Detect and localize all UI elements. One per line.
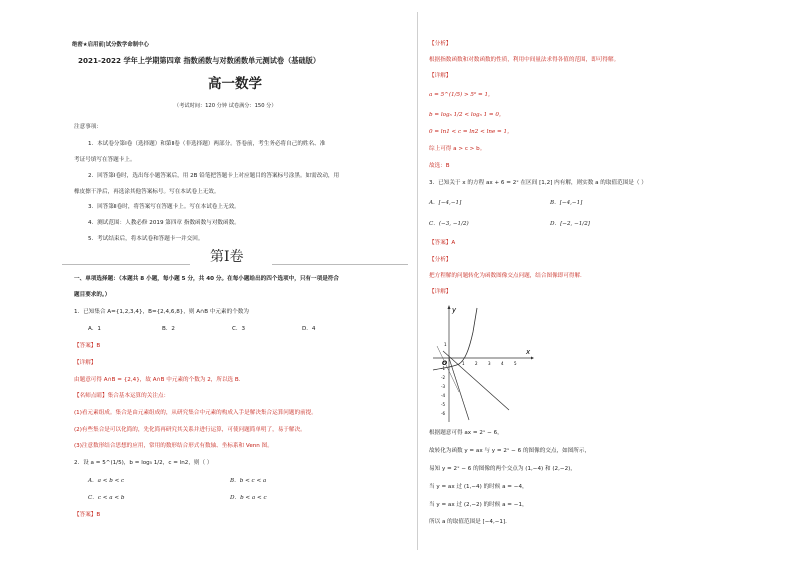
q1-option: A．1	[88, 326, 101, 332]
q1-option: B．2	[162, 326, 175, 332]
notice-line: 考证号填写在答题卡上。	[74, 157, 136, 163]
notice-line: 4．测试范围：人教必修 2019 第四章 指数函数与对数函数。	[88, 220, 240, 226]
y-tick-label: 1	[444, 342, 447, 347]
q3-detail-line: 易知 y = 2ˣ − 6 的图像的两个交点为 (1,−4) 和 (2,−2)，	[429, 466, 576, 472]
y-tick-label: -5	[441, 402, 445, 407]
q3-detail-line: 根据题意可得 ax = 2ˣ − 6，	[429, 430, 503, 436]
x-axis-arrow	[531, 357, 534, 360]
subject-title: 高一数学	[208, 76, 262, 92]
q3-analysis-heading: 【分析】	[429, 257, 452, 263]
notice-heading: 注意事项：	[74, 124, 102, 130]
y-tick-label: -3	[441, 384, 445, 389]
q2-detail-line: a = 5^(1/5) > 5⁰ = 1，	[429, 92, 494, 98]
x-tick-label: 5	[514, 361, 517, 366]
q3-analysis: 把方程解的问题转化为函数图像交点问题，结合图像即可得解.	[429, 273, 582, 279]
q1-note: (1)看元素组成。集合是由元素组成的，从研究集合中元素的构成入手是解决集合运算问题的前提。	[74, 410, 317, 416]
notice-line: 5．考试结束后，将本试卷和答题卡一并交回。	[88, 236, 204, 242]
q1-note: (3)注意数形结合思想的应用，常用的数形结合形式有数轴、坐标系和 Venn 图。	[74, 443, 273, 449]
y-axis-arrow	[448, 305, 451, 309]
x-tick-label: 3	[488, 361, 491, 366]
y-tick-label: -1	[441, 366, 445, 371]
notice-line: 2．回答第Ⅰ卷时，选出每小题答案后，用 2B 铅笔把答题卡上对应题目的答案标号涂黑。如需改动，用	[88, 173, 340, 179]
q3-answer: 【答案】A	[429, 240, 456, 246]
x-tick-label: 2	[475, 361, 478, 366]
exam-title: 2021-2022 学年上学期第四章 指数函数与对数函数单元测试卷（基础版）	[78, 56, 321, 65]
q2-detail-line: b = log₅ 1/2 < log₅ 1 = 0，	[429, 112, 505, 118]
y-tick-label: -6	[441, 411, 445, 416]
q3-option: D．[−2, −1/2]	[550, 221, 590, 227]
q2-answer: 【答案】B	[74, 512, 101, 518]
q2-option: A．a < b < c	[88, 478, 125, 484]
q3-detail-line: 故转化为函数 y = ax 与 y = 2ˣ − 6 的图像的交点，如图所示，	[429, 448, 591, 454]
volume-rule-left	[62, 264, 190, 265]
y-tick-label: -2	[441, 375, 445, 380]
x-tick-label: 4	[501, 361, 504, 366]
q2-detail-line: 0 = ln1 < c = ln2 < lne = 1，	[429, 129, 513, 135]
q2-detail-line: 综上可得 a > c > b。	[429, 146, 486, 152]
q2-option: C．c < a < b	[88, 495, 125, 501]
y-ticks	[441, 342, 447, 416]
question-2: 2．设 a = 5^(1/5)，b = log₅ 1/2，c = ln2，则（ ）	[74, 460, 213, 466]
section-heading: 一、单项选择题：（本题共 8 小题，每小题 5 分，共 40 分。在每小题给出的四个选项中，只有一项是符合	[74, 276, 339, 282]
q3-detail-line: 当 y = ax 过 (2,−2) 的时候 a = −1，	[429, 502, 528, 508]
q3-option: A．[−4,−1]	[429, 200, 462, 206]
y-tick-label: -4	[441, 393, 445, 398]
q2-detail-line: 故选：B	[429, 163, 450, 169]
q2-detail-heading: 【详解】	[429, 73, 452, 79]
q1-detail-heading: 【详解】	[74, 360, 97, 366]
q3-option: C．(−3, −1/2)	[429, 221, 469, 227]
y-axis-label: y	[452, 306, 457, 314]
notice-line: 橡皮擦干净后，再选涂其他答案标号。写在本试卷上无效。	[74, 189, 220, 195]
q3-detail-line: 当 y = ax 过 (1,−4) 的时候 a = −4，	[429, 484, 528, 490]
line-a-minus-1	[443, 351, 509, 410]
q3-option: B．[−4,−1]	[550, 200, 583, 206]
q1-note-heading: 【名师点睛】集合基本运算的关注点：	[74, 393, 170, 399]
q1-answer: 【答案】B	[74, 343, 101, 349]
q3-detail-line: 所以 a 的取值范围是 [−4,−1].	[429, 519, 507, 525]
q2-option: D．b < a < c	[230, 495, 267, 501]
column-divider	[417, 12, 418, 550]
exponential-curve	[433, 308, 477, 370]
x-ticks	[462, 361, 517, 366]
q2-option: B．b < c < a	[230, 478, 267, 484]
q2-analysis: 根据指数函数和对数函数的性质，利用中间量法求得各值的范围，即可得解。	[429, 57, 620, 63]
line-a-minus-4	[449, 358, 469, 420]
q1-option: C．3	[232, 326, 246, 332]
q3-detail-heading: 【详解】	[429, 289, 452, 295]
function-graph	[431, 302, 535, 424]
x-axis-label: x	[526, 348, 531, 356]
volume-rule-right	[272, 264, 408, 265]
exam-info: （考试时间：120 分钟 试卷满分：150 分）	[174, 103, 277, 109]
origin-label: O	[442, 360, 448, 367]
notice-line: 3．回答第Ⅱ卷时，将答案写在答题卡上。写在本试卷上无效。	[88, 204, 240, 210]
question-1: 1．已知集合 A={1,2,3,4}，B={2,4,6,8}，则 A∩B 中元素的个数为	[74, 309, 249, 315]
q2-analysis-heading: 【分析】	[429, 41, 452, 47]
section-heading-cont: 题目要求的。）	[74, 292, 111, 298]
x-tick-label: 1	[462, 361, 465, 366]
secret-label: 绝密★启用前|试分数学命制中心	[72, 42, 149, 48]
q1-option: D．4	[302, 326, 316, 332]
volume-title: 第Ⅰ卷	[210, 249, 244, 265]
q1-detail: 由题意可得 A∩B = {2,4}，故 A∩B 中元素的个数为 2，所以选 B.	[74, 377, 241, 383]
q1-note: (2)有些集合是可以化简的，先化简再研究其关系并进行运算，可使问题简单明了，易于解决。	[74, 427, 306, 433]
notice-line: 1．本试卷分第Ⅰ卷（选择题）和第Ⅱ卷（非选择题）两部分。答卷前，考生务必将自己的姓名、准	[88, 141, 326, 147]
question-3: 3．已知关于 x 的方程 ax + 6 = 2ˣ 在区间 [1,2] 内有解，则实数 a 的取值范围是（ ）	[429, 180, 647, 186]
